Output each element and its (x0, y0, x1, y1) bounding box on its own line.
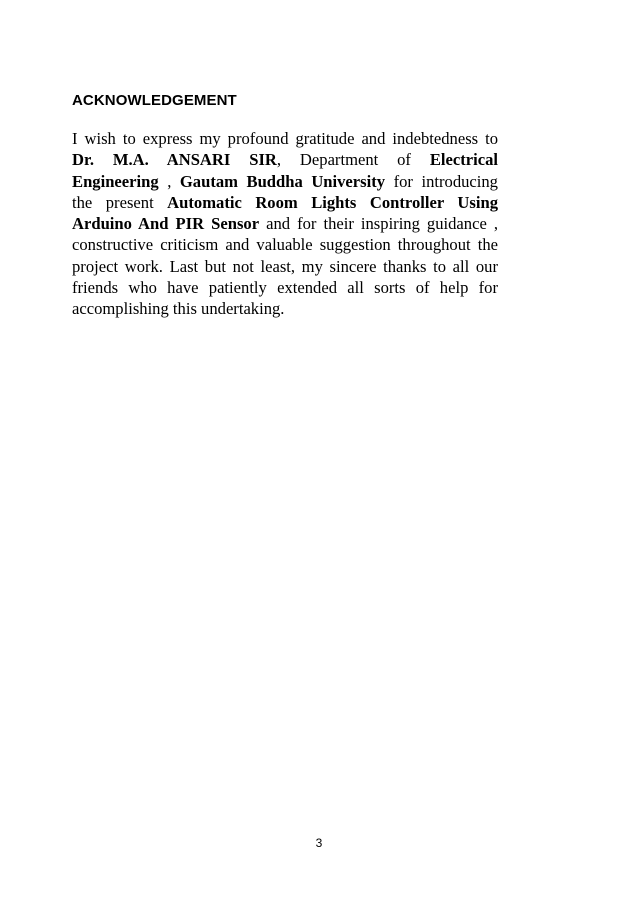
paragraph-line (72, 149, 498, 170)
paragraph-line (72, 298, 498, 319)
paragraph-line (72, 277, 498, 298)
page-heading: ACKNOWLEDGEMENT (72, 92, 237, 109)
paragraph-line (72, 234, 498, 255)
text-segment: constructive criticism and valuable suggestion throughout the (72, 235, 498, 255)
supervisor-name: Dr. M.A. ANSARI SIR (72, 150, 277, 170)
project-title: Arduino And PIR Sensor (72, 214, 260, 234)
paragraph-line (72, 128, 498, 149)
university-name: Gautam Buddha University (179, 171, 386, 191)
acknowledgement-paragraph (72, 128, 498, 320)
department-name: Engineering (72, 171, 159, 191)
text-segment: , Department of (276, 150, 430, 170)
paragraph-line (72, 192, 498, 213)
text-segment: for introducing (385, 171, 498, 191)
text-segment: project work. Last but not least, my sincere thanks to all our (72, 256, 498, 276)
text-segment: , (158, 171, 180, 191)
paragraph-line (72, 171, 498, 192)
paragraph-line (72, 256, 498, 277)
page-number: 3 (315, 836, 323, 850)
text-segment: accomplishing this undertaking. (72, 299, 285, 319)
text-segment: I wish to express my profound gratitude and indebtedness to (72, 129, 498, 148)
department-name: Electrical (429, 150, 498, 170)
paragraph-line (72, 213, 498, 234)
text-segment: and for their inspiring guidance , (259, 214, 498, 234)
project-title: Automatic Room Lights Controller Using (167, 192, 498, 212)
text-segment: the present (72, 192, 168, 212)
text-segment: friends who have patiently extended all sorts of help for (72, 278, 498, 298)
